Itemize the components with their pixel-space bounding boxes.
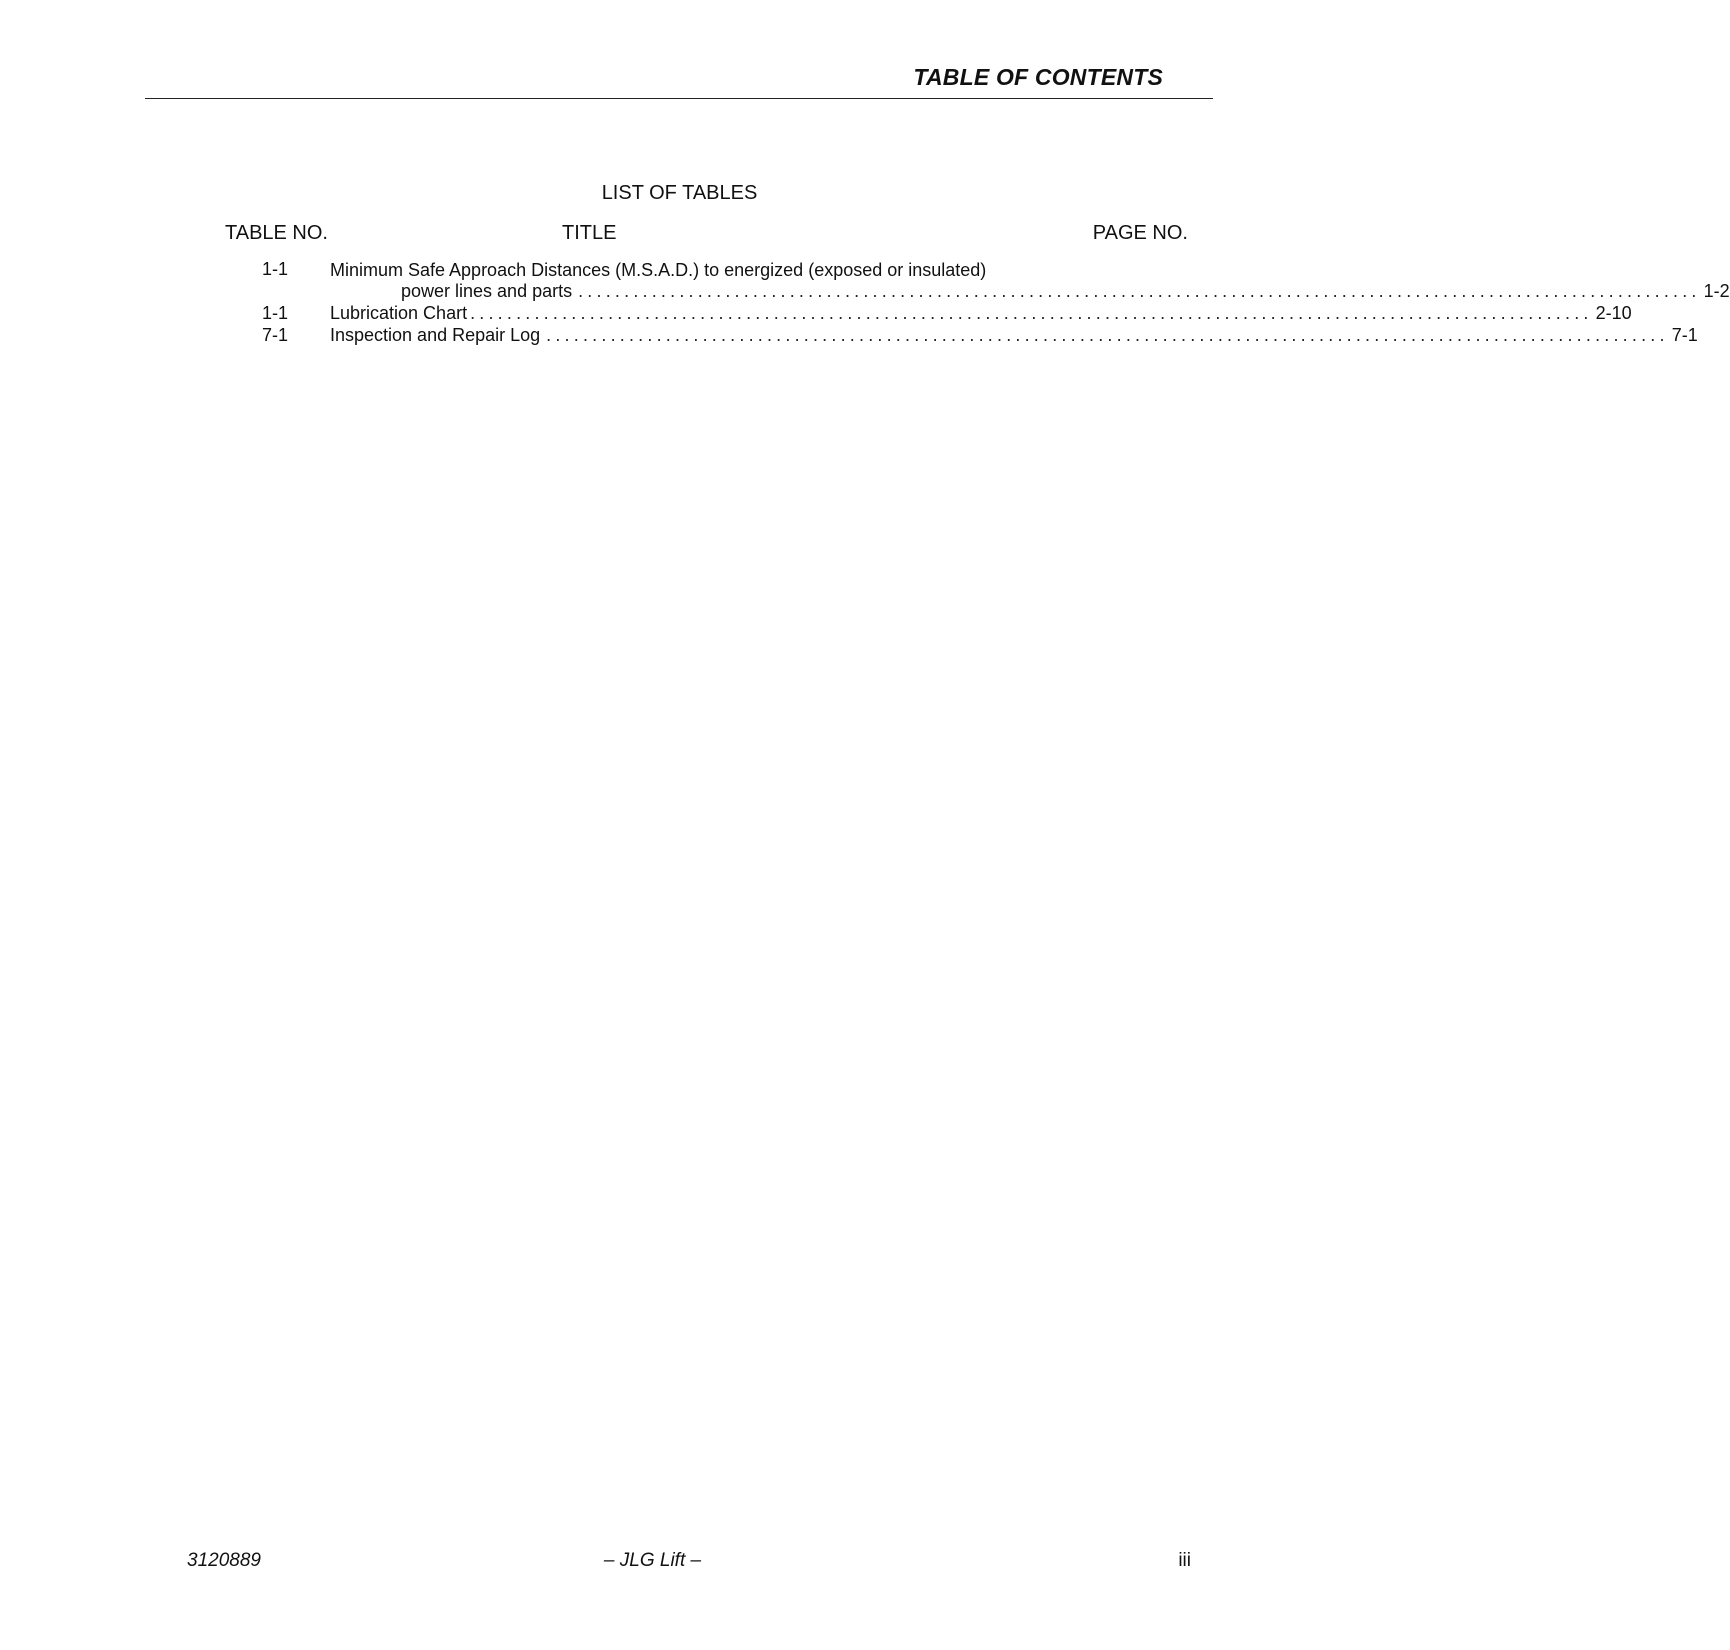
entry-page: 7-1 [1671,325,1698,345]
header-rule [145,98,1213,99]
entry-title: Lubrication Chart [330,303,468,323]
leader-dots: .......................................................................................................................... [470,303,1593,323]
entry-page: 1-2 [1703,281,1730,301]
entry-leader-line [330,325,1698,346]
page-header-title: TABLE OF CONTENTS [913,64,1163,90]
leader-dots: .......................................................................................................................... [546,325,1669,345]
footer-doc-number: 3120889 [187,1550,261,1571]
leader-dots: .......................................................................................................................... [578,281,1701,301]
entry-title-line1: Minimum Safe Approach Distances (M.S.A.D.) to energized (exposed or insulated) [330,260,987,280]
entry-title-line2: power lines and parts [401,281,573,301]
column-header-table-no: TABLE NO. [225,222,328,244]
entry-number: 7-1 [262,325,289,345]
entry-leader-line [401,281,1730,302]
entry-number: 1-1 [262,303,289,323]
section-title: LIST OF TABLES [601,182,758,204]
entry-title: Inspection and Repair Log [330,325,541,345]
entry-leader-line [330,303,1632,324]
entry-number: 1-1 [262,259,289,279]
footer-page-number: iii [1178,1550,1191,1571]
column-header-page-no: PAGE NO. [1092,222,1188,244]
entry-page: 2-10 [1595,303,1632,323]
footer-center-text: – JLG Lift – [603,1550,702,1571]
column-header-title: TITLE [562,222,617,244]
